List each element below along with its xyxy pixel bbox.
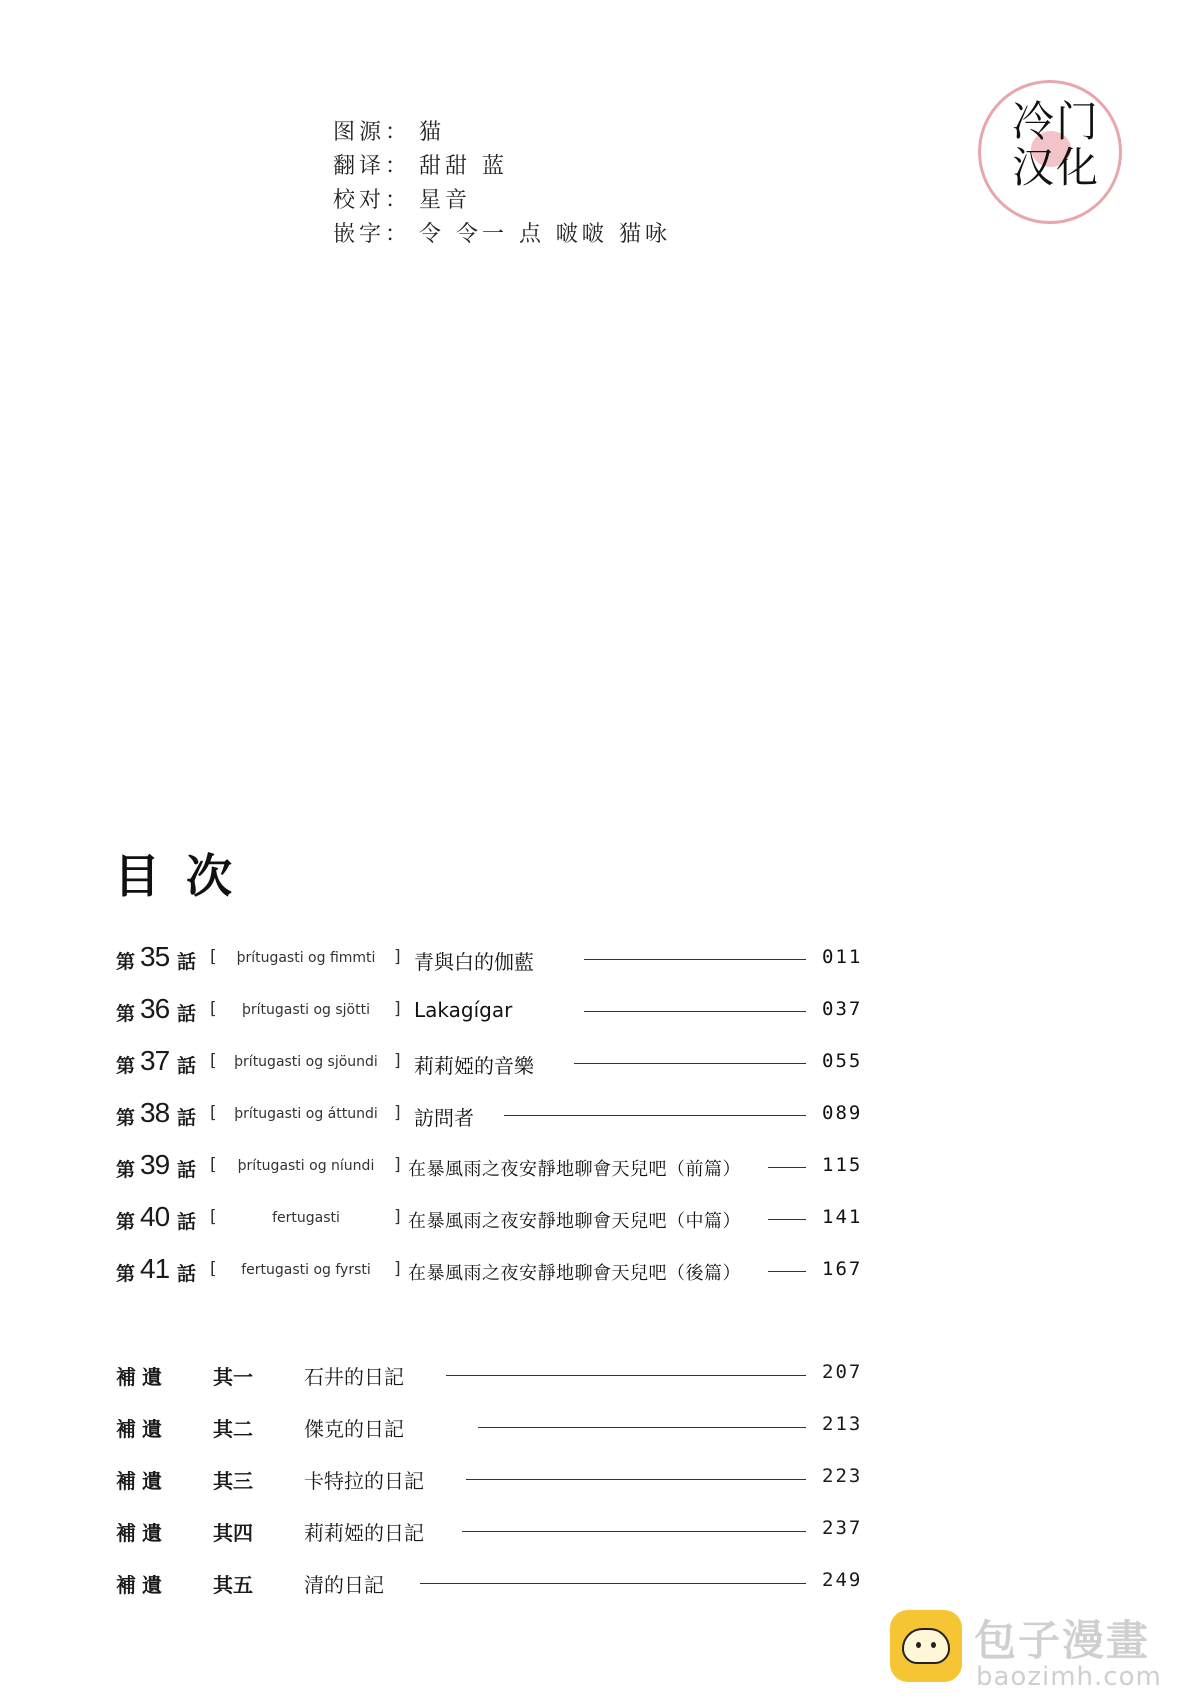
bracket-close: ]	[394, 1051, 401, 1071]
chapter-title: 訪問者	[414, 1106, 474, 1130]
chapter-number: 36	[140, 993, 170, 1024]
extra-page: 223	[822, 1465, 863, 1487]
bracket-close: ]	[394, 999, 401, 1019]
chapter-subtitle: þrítugasti og níundi	[237, 1158, 375, 1174]
extra-page: 249	[822, 1569, 863, 1591]
credit-label: 校对：	[333, 188, 412, 213]
chapter-number: 41	[140, 1253, 170, 1284]
chapter-page: 141	[822, 1206, 863, 1228]
extra-number: 其一	[213, 1365, 253, 1389]
extra-label: 補遺	[116, 1573, 168, 1597]
extra-label: 補遺	[116, 1469, 168, 1493]
chapter-row	[116, 938, 866, 978]
chapter-prefix: 第	[116, 951, 136, 973]
extra-title: 石井的日記	[304, 1365, 404, 1389]
chapter-title: 在暴風雨之夜安靜地聊會天兒吧（中篇）	[408, 1211, 741, 1232]
extra-row	[116, 1562, 866, 1602]
bracket-close: ]	[394, 1155, 401, 1175]
bracket-close: ]	[394, 947, 401, 967]
bracket-close: ]	[394, 1259, 401, 1279]
extra-page: 207	[822, 1361, 863, 1383]
leader-line	[466, 1479, 806, 1480]
chapter-title: 青與白的伽藍	[414, 950, 534, 974]
credit-value: 令 令一 点 啵啵 猫咏	[419, 222, 671, 247]
bracket-open: [	[210, 1259, 217, 1279]
chapter-row	[116, 990, 866, 1030]
credit-source	[333, 116, 671, 150]
watermark-name: 包子漫畫	[974, 1616, 1151, 1665]
bracket-close: ]	[394, 1103, 401, 1123]
chapter-suffix: 話	[177, 1107, 197, 1129]
leader-line	[446, 1375, 806, 1376]
site-watermark	[890, 1604, 1190, 1694]
chapter-suffix: 話	[177, 1211, 197, 1233]
chapter-suffix: 話	[177, 1263, 197, 1285]
toc-title: 目次	[114, 849, 258, 903]
bracket-close: ]	[394, 1207, 401, 1227]
extra-title: 卡特拉的日記	[304, 1469, 424, 1493]
chapter-row	[116, 1094, 866, 1134]
logo-line-2: 汉化	[1011, 143, 1100, 192]
chapter-title: 莉莉婭的音樂	[414, 1054, 534, 1078]
chapter-subtitle: fertugasti	[272, 1210, 340, 1226]
bun-mascot-icon	[890, 1610, 962, 1682]
chapter-suffix: 話	[177, 1159, 197, 1181]
chapter-number: 35	[140, 941, 170, 972]
credit-value: 甜甜 蓝	[419, 154, 509, 179]
credit-value: 星音	[419, 188, 472, 213]
chapter-title: 在暴風雨之夜安靜地聊會天兒吧（後篇）	[408, 1263, 741, 1284]
extra-label: 補遺	[116, 1417, 168, 1441]
chapter-prefix: 第	[116, 1055, 136, 1077]
chapter-suffix: 話	[177, 951, 197, 973]
chapter-page: 055	[822, 1050, 863, 1072]
chapter-subtitle: þrítugasti og sjöundi	[234, 1054, 378, 1070]
chapter-subtitle: fertugasti og fyrsti	[241, 1262, 371, 1278]
chapter-number: 40	[140, 1201, 170, 1232]
extra-number: 其二	[213, 1417, 253, 1441]
chapter-row	[116, 1042, 866, 1082]
extra-row	[116, 1510, 866, 1550]
extra-number: 其四	[213, 1521, 253, 1545]
credit-value: 猫	[419, 120, 446, 145]
extra-title: 傑克的日記	[304, 1417, 404, 1441]
chapter-subtitle: þrítugasti og sjötti	[241, 1002, 370, 1018]
logo-line-1: 冷门	[1011, 97, 1100, 146]
extra-title: 莉莉婭的日記	[304, 1521, 424, 1545]
extra-row	[116, 1354, 866, 1394]
credit-typesetting	[333, 218, 671, 252]
extra-label: 補遺	[116, 1365, 168, 1389]
bracket-open: [	[210, 1051, 217, 1071]
chapter-number: 37	[140, 1045, 170, 1076]
credit-label: 嵌字：	[333, 222, 412, 247]
credit-translation	[333, 150, 671, 184]
chapter-page: 115	[822, 1154, 863, 1176]
leader-line	[768, 1219, 806, 1220]
leader-line	[420, 1583, 806, 1584]
chapter-row	[116, 1198, 866, 1238]
chapter-title: Lakagígar	[414, 998, 513, 1022]
chapter-prefix: 第	[116, 1003, 136, 1025]
chapter-number: 38	[140, 1097, 170, 1128]
credit-proofreading	[333, 184, 671, 218]
chapter-prefix: 第	[116, 1211, 136, 1233]
chapter-page: 011	[822, 946, 863, 968]
credits-block	[333, 116, 671, 252]
credit-label: 翻译：	[333, 154, 412, 179]
extra-page: 237	[822, 1517, 863, 1539]
leader-line	[768, 1271, 806, 1272]
leader-line	[462, 1531, 806, 1532]
bun-face	[902, 1628, 950, 1664]
chapter-prefix: 第	[116, 1159, 136, 1181]
leader-line	[504, 1115, 806, 1116]
leader-line	[478, 1427, 806, 1428]
extra-row	[116, 1458, 866, 1498]
bracket-open: [	[210, 1207, 217, 1227]
chapter-prefix: 第	[116, 1263, 136, 1285]
bracket-open: [	[210, 999, 217, 1019]
chapter-subtitle: þrítugasti og fimmti	[236, 950, 376, 966]
chapter-row	[116, 1146, 866, 1186]
chapter-title: 在暴風雨之夜安靜地聊會天兒吧（前篇）	[408, 1159, 741, 1180]
extra-row	[116, 1406, 866, 1446]
chapter-row	[116, 1250, 866, 1290]
chapter-page: 167	[822, 1258, 863, 1280]
chapter-page: 037	[822, 998, 863, 1020]
credit-label: 图源：	[333, 120, 412, 145]
chapter-suffix: 話	[177, 1003, 197, 1025]
chapter-suffix: 話	[177, 1055, 197, 1077]
chapter-page: 089	[822, 1102, 863, 1124]
bracket-open: [	[210, 1103, 217, 1123]
extra-label: 補遺	[116, 1521, 168, 1545]
extra-number: 其三	[213, 1469, 253, 1493]
chapter-number: 39	[140, 1149, 170, 1180]
extra-page: 213	[822, 1413, 863, 1435]
leader-line	[768, 1167, 806, 1168]
leader-line	[584, 1011, 806, 1012]
chapter-subtitle: þrítugasti og áttundi	[234, 1106, 378, 1122]
leader-line	[574, 1063, 806, 1064]
extra-number: 其五	[213, 1573, 253, 1597]
extra-title: 清的日記	[304, 1573, 384, 1597]
group-logo	[978, 80, 1122, 224]
bracket-open: [	[210, 1155, 217, 1175]
bracket-open: [	[210, 947, 217, 967]
chapter-prefix: 第	[116, 1107, 136, 1129]
watermark-url: baozimh.com	[976, 1662, 1162, 1692]
leader-line	[584, 959, 806, 960]
